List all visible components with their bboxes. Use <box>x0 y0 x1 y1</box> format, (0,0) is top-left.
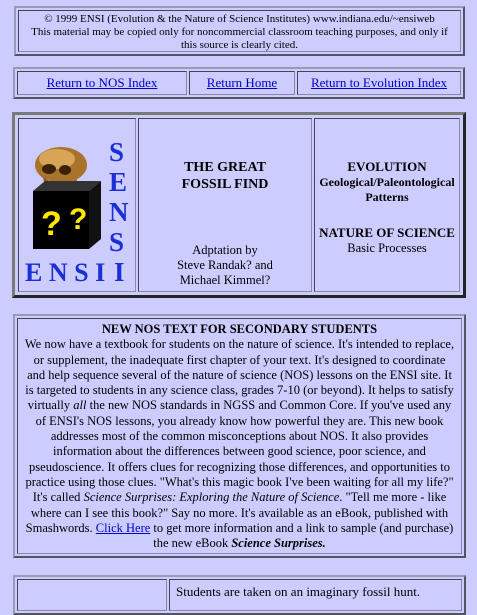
category-nos-sub: Basic Processes <box>347 241 427 255</box>
return-home-link[interactable]: Return Home <box>206 75 278 90</box>
question-mark-left: ? <box>41 205 62 243</box>
click-here-link[interactable]: Click Here <box>95 520 151 535</box>
author-2: Michael Kimmel? <box>179 273 271 287</box>
logo-cell <box>18 118 136 292</box>
nav-cell-nos <box>17 71 187 95</box>
adapted-by-label: Adptation by <box>192 243 258 257</box>
return-to-evolution-index-link[interactable]: Return to Evolution Index <box>310 75 448 90</box>
logo-letter-e: E <box>109 167 128 197</box>
intro-right-cell <box>169 579 462 611</box>
lesson-title <box>139 159 311 193</box>
nav-cell-home <box>189 71 295 95</box>
category-nos-heading: NATURE OF SCIENCE <box>319 225 455 240</box>
ensi-logo <box>19 121 135 297</box>
book-title: Science Surprises: Exploring the Nature of Science <box>83 490 340 505</box>
lesson-title-line2: FOSSIL FIND <box>181 177 269 192</box>
news-emphasis: all <box>73 398 87 413</box>
category-nos <box>315 225 459 256</box>
logo-letter-n: N <box>109 197 129 227</box>
lesson-intro-box <box>13 575 466 615</box>
lesson-authors <box>139 243 311 288</box>
return-to-nos-index-link[interactable]: Return to NOS Index <box>46 75 158 90</box>
copyright-cell <box>18 10 461 52</box>
news-text-3: . "Tell me more - like where can I see this book?" Say no more. It's available as an eBook, published with Smashwords. <box>25 490 449 535</box>
news-text-2: the new NOS standards in NGSS and Common Core. If you've used any of ENSI's NOS lessons, you already know how powerful they are. This new book addresses most of the common misconceptions about NOS. It also provides information about the differences between good science, poor science, and pseudoscience. It offers clues for recognizing those differences, and opportunities to practice using those clues. "What's this magic book I've been waiting for all my life?" It's called <box>25 398 454 505</box>
category-evolution-sub1: Geological/Paleontological <box>319 175 455 189</box>
news-heading: NEW NOS TEXT FOR SECONDARY STUDENTS <box>101 322 378 336</box>
author-1: Steve Randak? and <box>177 258 273 272</box>
news-text-1: We now have a textbook for students on the nature of science. It's intended to replace, or supplement, the inadequate first chapter of your text. It's designed to coordinate and help sequence several of the nature of science (NOS) lessons on the ENSI site. It is targeted to students in any science class, grades 7-10 (or beyond). It helps to satisfy virtually <box>24 337 455 413</box>
navigation-bar <box>13 67 465 99</box>
logo-ensi-word: E N S I <box>25 258 106 287</box>
category-evolution-sub2: Patterns <box>365 190 409 204</box>
category-evolution-heading: EVOLUTION <box>347 159 427 174</box>
intro-text: Students are taken on an imaginary fossil hunt. <box>176 584 421 599</box>
news-text-4: to get more information and a link to sample (and purchase) the new eBook <box>153 520 454 551</box>
copyright-notice: This material may be copied only for noncommercial classroom teaching purposes, and only if this source is clearly cited. <box>31 26 448 51</box>
lesson-title-line1: THE GREAT <box>184 160 266 175</box>
category-cell <box>314 118 460 292</box>
news-announcement-box <box>13 314 466 558</box>
copyright-box <box>14 6 465 56</box>
intro-left-cell <box>17 579 167 611</box>
book-title-short: Science Surprises. <box>231 536 326 551</box>
logo-letter-s2: S <box>109 227 125 257</box>
lesson-title-cell <box>138 118 312 292</box>
lesson-header-box <box>12 112 466 298</box>
logo-letter-i: I <box>114 257 125 287</box>
news-body <box>24 337 455 551</box>
nav-cell-evolution <box>297 71 461 95</box>
question-mark-right: ? <box>69 203 88 236</box>
news-cell <box>17 318 462 554</box>
category-evolution <box>315 159 459 205</box>
logo-letter-s1: S <box>109 137 125 167</box>
copyright-line: © 1999 ENSI (Evolution & the Nature of Science Institutes) www.indiana.edu/~ensiweb <box>44 13 435 25</box>
